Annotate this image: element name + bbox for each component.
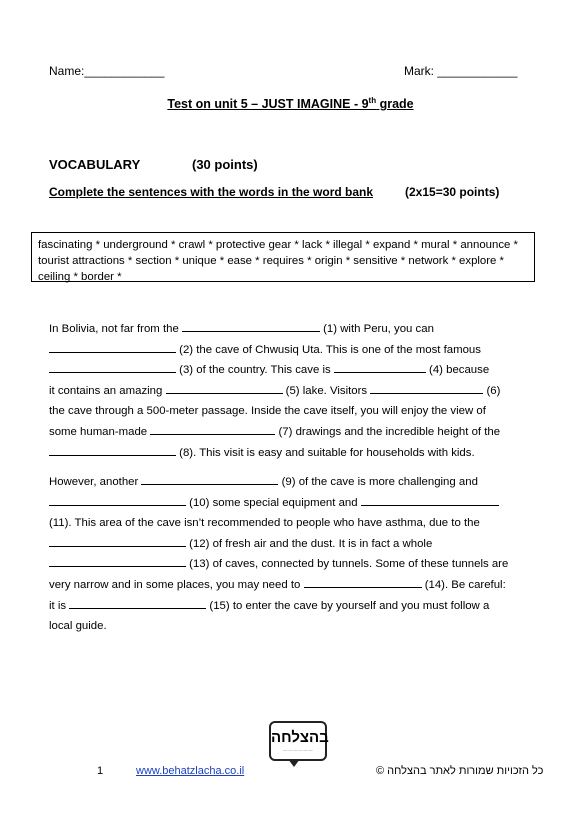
- section-points: (30 points): [192, 157, 258, 172]
- page-number: 1: [97, 765, 104, 777]
- text-fragment: (8). This visit is easy and suitable for households with kids.: [176, 446, 475, 459]
- paragraph-line: [49, 422, 539, 443]
- paragraph-line: [49, 554, 539, 575]
- paragraph-line: [49, 381, 539, 402]
- answer-blank-10: [49, 494, 186, 506]
- mark-field-label: Mark: ____________: [404, 64, 518, 78]
- text-fragment: some human-made: [49, 425, 151, 438]
- title-main: Test on unit 5 – JUST IMAGINE - 9: [167, 97, 369, 112]
- paragraph-line: [49, 443, 539, 464]
- paragraph-line: the cave through a 500-meter passage. Inside the cave itself, you will enjoy the view of: [49, 405, 486, 418]
- answer-blank-3: [49, 361, 176, 373]
- text-fragment: (6): [483, 384, 501, 397]
- text-fragment: it is: [49, 599, 70, 612]
- answer-blank-2: [49, 341, 176, 353]
- site-logo: [269, 721, 327, 761]
- section-heading: VOCABULARY: [49, 157, 141, 172]
- logo-speech-tail: [288, 759, 300, 767]
- answer-blank-8: [49, 444, 176, 456]
- text-fragment: (14). Be careful:: [421, 578, 506, 591]
- text-fragment: (15) to enter the cave by yourself and you must follow a: [206, 599, 490, 612]
- paragraph-line: [49, 340, 539, 361]
- paragraph-line: local guide.: [49, 620, 107, 633]
- paragraph-2: [49, 472, 539, 637]
- logo-text: בהצלחה: [271, 729, 329, 746]
- answer-blank-4: [334, 361, 426, 373]
- paragraph-line: [49, 534, 539, 555]
- paragraph-line: [49, 472, 539, 493]
- name-field-label: Name:____________: [49, 64, 165, 78]
- paragraph-line: [49, 493, 539, 514]
- logo-decoration: — — — — — —: [283, 747, 313, 752]
- text-fragment: (7) drawings and the incredible height of the: [275, 425, 501, 438]
- answer-blank-7: [150, 423, 275, 435]
- text-fragment: However, another: [49, 476, 142, 488]
- text-fragment: very narrow and in some places, you may need to: [49, 578, 304, 591]
- paragraph-line: [49, 596, 539, 617]
- answer-blank-1: [182, 320, 320, 332]
- paragraph-line: (11). This area of the cave isn’t recommended to people who have asthma, due to the: [49, 517, 480, 530]
- answer-blank-9: [141, 473, 278, 485]
- word-bank-line: ceiling * border *: [38, 271, 122, 283]
- title-tail: grade: [376, 97, 414, 112]
- paragraph-1: [49, 319, 539, 463]
- text-fragment: (5) lake. Visitors: [282, 384, 371, 397]
- paragraph-line: [49, 575, 539, 596]
- text-fragment: (12) of fresh air and the dust. It is in fact a whole: [186, 537, 433, 550]
- answer-blank-6: [370, 382, 483, 394]
- text-fragment: (1) with Peru, you can: [319, 323, 434, 335]
- text-fragment: In Bolivia, not far from the: [49, 323, 182, 335]
- text-fragment: (4) because: [425, 364, 490, 377]
- answer-blank-11: [361, 494, 499, 506]
- test-title: [0, 96, 581, 111]
- text-fragment: (3) of the country. This cave is: [176, 364, 334, 377]
- website-link[interactable]: www.behatzlacha.co.il: [136, 765, 245, 777]
- instruction-points: (2x15=30 points): [405, 185, 500, 199]
- text-fragment: (9) of the cave is more challenging and: [278, 476, 478, 488]
- text-fragment: (13) of caves, connected by tunnels. Some of these tunnels are: [186, 558, 509, 571]
- text-fragment: it contains an amazing: [49, 384, 166, 397]
- word-bank-line: fascinating * underground * crawl * protective gear * lack * illegal * expand * mural * announce *: [38, 239, 518, 251]
- title-superscript: th: [368, 96, 377, 105]
- text-fragment: (10) some special equipment and: [186, 496, 361, 509]
- paragraph-line: [49, 319, 539, 340]
- paragraph-line: [49, 360, 539, 381]
- answer-blank-12: [49, 535, 186, 547]
- word-bank-box: [31, 232, 535, 282]
- text-fragment: (2) the cave of Chwusiq Uta. This is one of the most famous: [176, 343, 481, 356]
- answer-blank-13: [49, 555, 186, 567]
- instruction-text: Complete the sentences with the words in the word bank: [49, 185, 374, 199]
- answer-blank-15: [69, 597, 206, 609]
- word-bank-line: tourist attractions * section * unique * ease * requires * origin * sensitive * network * explore *: [38, 255, 504, 267]
- answer-blank-14: [304, 576, 422, 588]
- copyright-notice: כל הזכויות שמורות לאתר בהצלחה ©: [376, 765, 544, 777]
- answer-blank-5: [166, 382, 283, 394]
